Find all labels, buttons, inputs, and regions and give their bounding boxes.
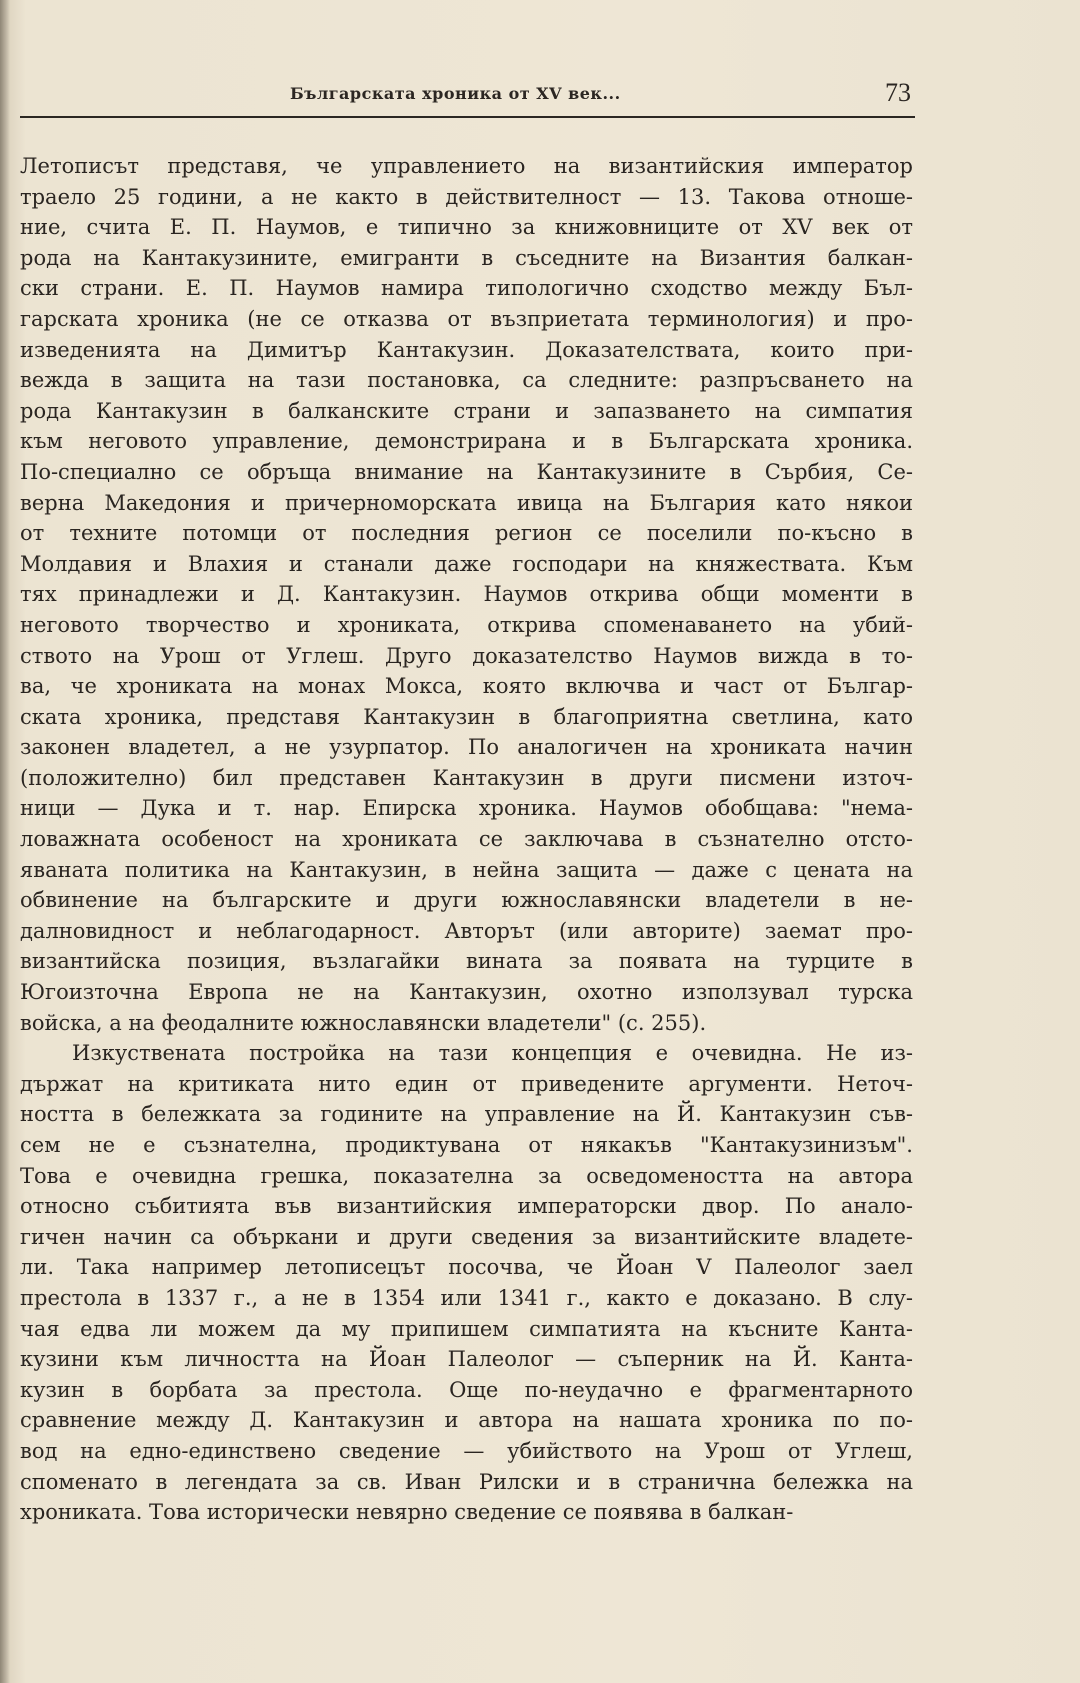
text-line: верна Македония и причерноморската ивица на България като някои: [20, 490, 913, 515]
running-head: [20, 78, 915, 118]
text-line: Летописът представя, че управлението на византийския император: [20, 154, 913, 178]
text-line: сем не е съзнателна, продиктувана от някакъв "Кантакузинизъм".: [20, 1133, 913, 1157]
text-line: тях принадлежи и Д. Кантакузин. Наумов открива общи моменти в: [20, 582, 913, 607]
text-line: ние, счита Е. П. Наумов, е типично за книжовниците от XV век от: [20, 215, 913, 240]
paragraph: [20, 151, 913, 1038]
body-text: [20, 151, 913, 1528]
text-line: престола в 1337 г., а не в 1354 или 1341 г., както е доказано. В слу-: [20, 1285, 913, 1310]
text-line: яваната политика на Кантакузин, в нейна защита — даже с цената на: [20, 857, 913, 882]
text-line: Изкуствената постройка на тази концепция е очевидна. Не из-: [72, 1041, 913, 1066]
text-line: споменато в легендата за св. Иван Рилски и в странична бележка на: [20, 1469, 913, 1494]
text-line: ва, че хрониката на монах Мокса, която включва и част от Българ-: [20, 674, 913, 699]
text-line: далновидност и неблагодарност. Авторът (или авторите) заемат про-: [20, 918, 913, 943]
text-line: изведенията на Димитър Кантакузин. Доказателствата, които при-: [20, 337, 913, 362]
text-line: чая едва ли можем да му припишем симпатията на късните Канта-: [20, 1316, 913, 1341]
text-line: сравнение между Д. Кантакузин и автора на нашата хроника по по-: [20, 1408, 913, 1433]
text-line: неговото творчество и хрониката, открива споменаването на убий-: [20, 612, 913, 637]
text-line: византийска позиция, възлагайки вината за появата на турците в: [20, 949, 913, 974]
text-line: обвинение на българските и други южнославянски владетели в не-: [20, 888, 913, 913]
text-line: войска, а на феодалните южнославянски владетели" (с. 255).: [20, 1010, 707, 1035]
text-line: Това е очевидна грешка, показателна за осведомеността на автора: [20, 1163, 913, 1188]
page-number: 73: [885, 78, 911, 107]
paragraph: [20, 1038, 913, 1528]
text-line: рода Кантакузин в балканските страни и запазването на симпатия: [20, 398, 913, 423]
text-line: ството на Урош от Углеш. Друго доказателство Наумов вижда в то-: [20, 643, 913, 668]
text-line: към неговото управление, демонстрирана и в Българската хроника.: [20, 429, 913, 454]
text-line: траело 25 години, а не както в действителност — 13. Такова отноше-: [20, 184, 913, 209]
text-line: кузини към личността на Йоан Палеолог — съперник на Й. Канта-: [20, 1347, 913, 1372]
text-line: относно събитията във византийския императорски двор. По анало-: [20, 1194, 913, 1219]
text-line: ли. Така например летописецът посочва, че Йоан V Палеолог заел: [20, 1255, 913, 1280]
text-line: Молдавия и Влахия и станали даже господари на княжествата. Към: [20, 551, 913, 576]
text-line: гичен начин са объркани и други сведения за византийските владете-: [20, 1224, 913, 1249]
text-line: хрониката. Това исторически невярно сведение се появява в балкан-: [20, 1500, 794, 1525]
text-line: гарската хроника (не се отказва от възприетата терминология) и про-: [20, 306, 913, 331]
text-line: ската хроника, представя Кантакузин в благоприятна светлина, като: [20, 704, 913, 729]
text-line: ловажната особеност на хрониката се заключава в съзнателно отсто-: [20, 827, 913, 852]
text-line: кузин в борбата за престола. Още по-неудачно е фрагментарното: [20, 1377, 913, 1402]
text-line: ски страни. Е. П. Наумов намира типологично сходство между Бъл-: [20, 276, 913, 301]
running-title: Българската хроника от XV век...: [290, 84, 621, 103]
text-line: (положително) бил представен Кантакузин в други писмени източ-: [20, 765, 913, 790]
book-spine-shadow: [0, 0, 10, 1683]
text-line: По-специално се обръща внимание на Кантакузините в Сърбия, Се-: [20, 459, 913, 484]
text-line: държат на критиката нито един от приведените аргументи. Неточ-: [20, 1071, 913, 1096]
text-line: Югоизточна Европа не на Кантакузин, охотно използувал турска: [20, 980, 913, 1005]
text-line: от техните потомци от последния регион се поселили по-късно в: [20, 521, 913, 546]
text-line: рода на Кантакузините, емигранти в съседните на Византия балкан-: [20, 245, 913, 270]
text-line: законен владетел, а не узурпатор. По аналогичен на хрониката начин: [20, 735, 913, 760]
text-line: ността в бележката за годините на управление на Й. Кантакузин съв-: [20, 1102, 913, 1127]
text-line: ници — Дука и т. нар. Епирска хроника. Наумов обобщава: "нема-: [20, 796, 913, 821]
text-line: вод на едно-единствено сведение — убийството на Урош от Углеш,: [20, 1438, 913, 1463]
text-line: вежда в защита на тази постановка, са следните: разпръсването на: [20, 368, 913, 393]
